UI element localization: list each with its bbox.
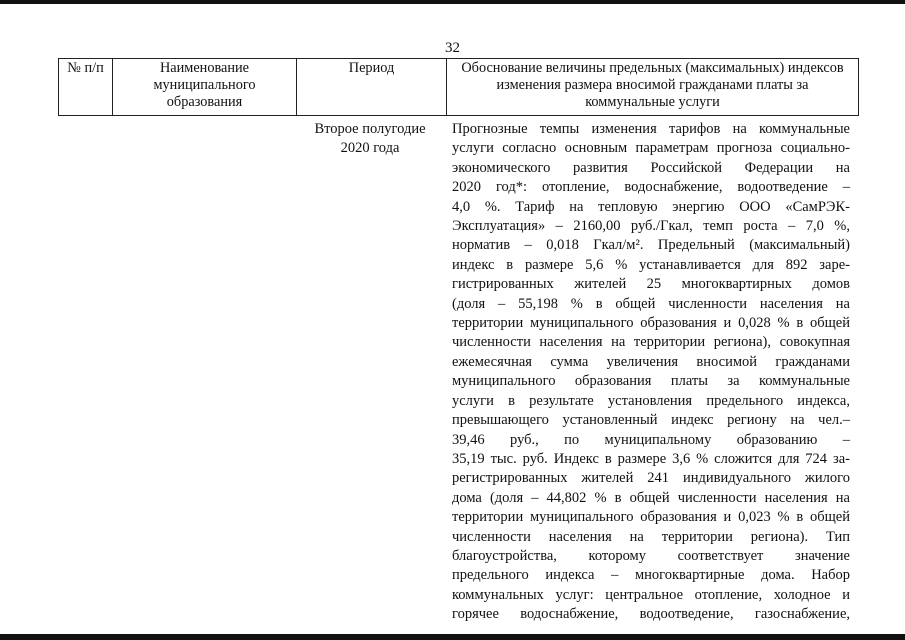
basis-line: индекс в размере 5,6 % устанавливается для 892 заре- xyxy=(452,256,850,273)
basis-line: услуги в результате установления предельного индекса, xyxy=(452,392,850,409)
basis-line: территории муниципального образования и 0,028 % в общей xyxy=(452,315,850,332)
basis-line: ежемесячная сумма увеличения вносимой гражданами xyxy=(452,353,850,370)
header-basis: Обоснование величины предельных (максимальных) индексов изменения размера вносимой гражданами платы за коммунальные услуги xyxy=(447,59,859,116)
basis-line: коммунальных услуг: центральное отопление, холодное и xyxy=(452,586,850,603)
basis-line: предельного индекса – многоквартирные дома. Набор xyxy=(452,567,850,584)
basis-line: превышающего установленный индекс региону на чел.– xyxy=(452,412,850,429)
basis-line: услуги согласно основным параметрам прогноза социально- xyxy=(452,140,850,157)
header-name: Наименование муниципального образования xyxy=(113,59,297,116)
basis-line: дома (доля – 44,802 % в общей численности населения на xyxy=(452,489,850,506)
basis-text xyxy=(452,120,850,625)
header-num: № п/п xyxy=(59,59,113,116)
basis-line: норматив – 0,018 Гкал/м². Предельный (максимальный) xyxy=(452,237,850,254)
basis-line: Эксплуатация» – 2160,00 руб./Гкал, темп роста – 7,0 %, xyxy=(452,218,850,235)
basis-line: численности населения на территории региона), совокупная xyxy=(452,334,850,351)
basis-line: благоустройства, которому соответствует значение xyxy=(452,547,850,564)
basis-line: 2020 год*: отопление, водоснабжение, водоотведение – xyxy=(452,179,850,196)
bottom-border xyxy=(0,634,905,640)
basis-line: 39,46 руб., по муниципальному образованию – xyxy=(452,431,850,448)
basis-line: территории муниципального образования и 0,023 % в общей xyxy=(452,509,850,526)
table-header xyxy=(58,58,859,116)
basis-line: регистрированных жителей 241 индивидуального жилого xyxy=(452,470,850,487)
basis-line: 35,19 тыс. руб. Индекс в размере 3,6 % сложится для 724 за- xyxy=(452,450,850,467)
basis-line: горячее водоснабжение, водоотведение, газоснабжение, xyxy=(452,606,850,623)
page-number: 32 xyxy=(445,40,460,56)
basis-line: 4,0 %. Тариф на тепловую энергию ООО «СамРЭК- xyxy=(452,198,850,215)
header-period: Период xyxy=(297,59,447,116)
top-border xyxy=(0,0,905,4)
basis-line: гистрированных жителей 25 многоквартирных домов xyxy=(452,276,850,293)
basis-line: Прогнозные темпы изменения тарифов на коммунальные xyxy=(452,121,850,137)
basis-line: экономического развития Российской Федерации на xyxy=(452,159,850,176)
basis-line: численности населения на территории региона). Тип xyxy=(452,528,850,545)
basis-line: муниципального образования платы за коммунальные xyxy=(452,373,850,390)
basis-line: (доля – 55,198 % в общей численности населения на xyxy=(452,295,850,312)
period-cell: Второе полугодие 2020 года xyxy=(314,121,426,157)
